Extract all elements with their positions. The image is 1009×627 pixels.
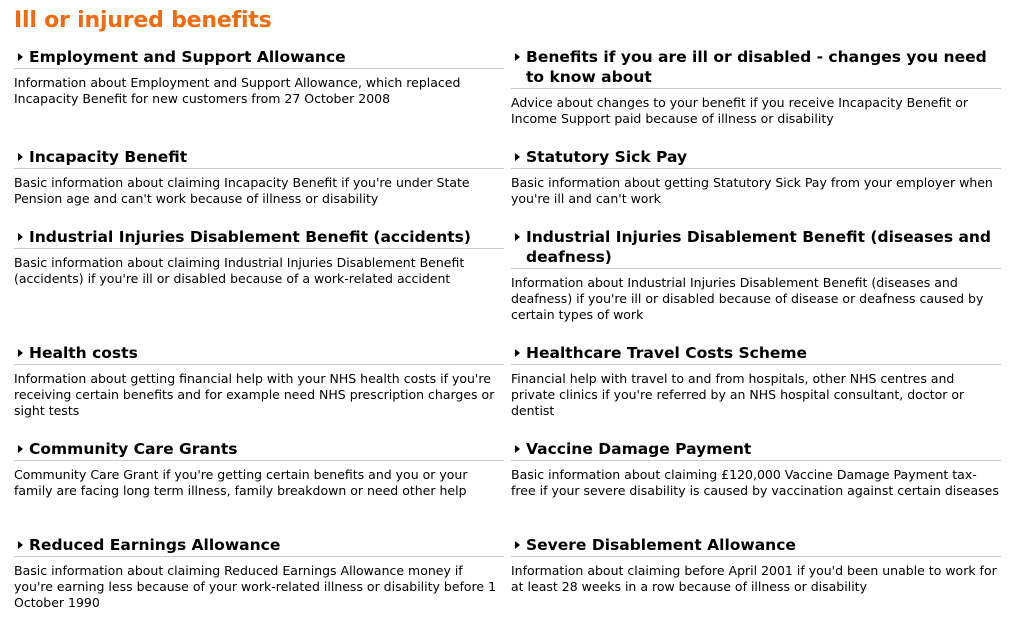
entry-heading [511,439,1001,461]
entry-link[interactable]: Benefits if you are ill or disabled - changes you need to know about [526,48,987,86]
entry-description: Information about getting financial help with your NHS health costs if you're receiving certain benefits and for example need NHS prescription charges or sight tests [14,371,495,418]
list-item [511,439,1001,499]
entry-link[interactable]: Employment and Support Allowance [29,48,346,66]
list-item [511,47,1001,127]
arrow-right-icon [18,541,23,549]
arrow-right-icon [18,445,23,453]
entry-description: Basic information about claiming Incapacity Benefit if you're under State Pension age and can't work because of illness or disability [14,175,470,206]
entry-description: Basic information about claiming Reduced Earnings Allowance money if you're earning less because of your work-related illness or disability before 1 October 1990 [14,563,497,610]
arrow-right-icon [18,153,23,161]
entry-link[interactable]: Community Care Grants [29,440,238,458]
entry-description: Basic information about getting Statutory Sick Pay from your employer when you're ill and can't work [511,175,993,206]
entry-link[interactable]: Industrial Injuries Disablement Benefit (accidents) [29,228,471,246]
entry-link[interactable]: Vaccine Damage Payment [526,440,752,458]
arrow-right-icon [515,233,520,241]
entry-description: Information about Industrial Injuries Disablement Benefit (diseases and deafness) if you're ill or disabled because of disease or deafness caused by certain types of work [511,275,984,322]
arrow-right-icon [515,153,520,161]
list-item [14,439,504,499]
entry-heading [14,47,504,69]
list-item [511,227,1001,323]
entry-heading [14,535,504,557]
entry-link[interactable]: Statutory Sick Pay [526,148,688,166]
entry-heading [14,343,504,365]
entry-heading [511,147,1001,169]
arrow-right-icon [515,445,520,453]
entry-link[interactable]: Health costs [29,344,138,362]
list-item [14,343,504,419]
entry-description: Information about Employment and Support Allowance, which replaced Incapacity Benefit for new customers from 27 October 2008 [14,75,461,106]
entry-link[interactable]: Industrial Injuries Disablement Benefit (diseases and deafness) [526,228,992,266]
arrow-right-icon [18,53,23,61]
entry-description: Financial help with travel to and from hospitals, other NHS centres and private clinics if you're referred by an NHS hospital consultant, doctor or dentist [511,371,965,418]
list-item [511,147,1001,207]
entry-link[interactable]: Healthcare Travel Costs Scheme [526,344,808,362]
entry-heading [511,227,1001,269]
arrow-right-icon [515,541,520,549]
list-item [511,343,1001,419]
page-title: Ill or injured benefits [14,8,272,33]
entry-description: Information about claiming before April 2001 if you'd been unable to work for at least 28 weeks in a row because of illness or disability [511,563,997,594]
entry-description: Advice about changes to your benefit if you receive Incapacity Benefit or Income Support paid because of illness or disability [511,95,968,126]
entry-description: Basic information about claiming £120,000 Vaccine Damage Payment tax-free if your severe disability is caused by vaccination against certain diseases [511,467,999,498]
entry-link[interactable]: Incapacity Benefit [29,148,188,166]
entry-link[interactable]: Severe Disablement Allowance [526,536,796,554]
entry-heading [511,47,1001,89]
arrow-right-icon [515,349,520,357]
entry-description: Basic information about claiming Industrial Injuries Disablement Benefit (accidents) if you're ill or disabled because of a work-related accident [14,255,465,286]
list-item [14,47,504,107]
entry-heading [14,147,504,169]
arrow-right-icon [18,233,23,241]
list-item [14,227,504,287]
list-item [14,535,504,611]
list-item [511,535,1001,595]
entry-description: Community Care Grant if you're getting certain benefits and you or your family are facing long term illness, family breakdown or need other help [14,467,468,498]
list-item [14,147,504,207]
arrow-right-icon [18,349,23,357]
entry-heading [511,343,1001,365]
entry-heading [14,227,504,249]
entry-heading [14,439,504,461]
arrow-right-icon [515,53,520,61]
entry-link[interactable]: Reduced Earnings Allowance [29,536,281,554]
entry-heading [511,535,1001,557]
